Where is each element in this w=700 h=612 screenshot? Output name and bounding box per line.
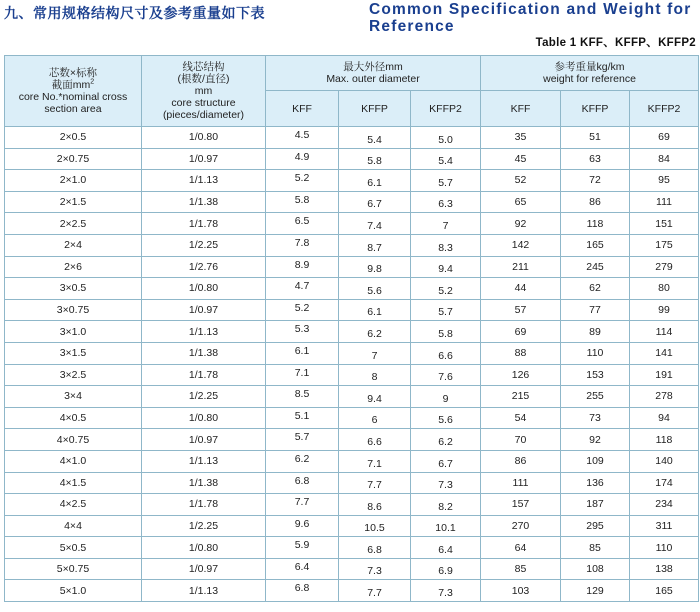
- weight-kffp2-cell: 94: [630, 407, 699, 429]
- weight-kff-cell: 215: [481, 386, 561, 408]
- diameter-kff-cell: 4.5: [266, 127, 339, 149]
- subheader-diameter-kffp2: KFFP2: [411, 91, 481, 127]
- subheader-diameter-kff: KFF: [266, 91, 339, 127]
- diameter-kffp2-cell: 6.9: [411, 558, 481, 580]
- weight-kffp2-cell: 279: [630, 256, 699, 278]
- diameter-kffp2-cell: 6.6: [411, 342, 481, 364]
- header-weight: [481, 56, 699, 91]
- header-structure-en: core structure: [171, 97, 236, 109]
- diameter-kff-cell: 7.7: [266, 494, 339, 516]
- structure-cell: 1/1.13: [142, 170, 266, 192]
- weight-kff-cell: 86: [481, 450, 561, 472]
- weight-kff-cell: 45: [481, 148, 561, 170]
- weight-kffp2-cell: 311: [630, 515, 699, 537]
- weight-kffp-cell: 62: [561, 278, 630, 300]
- diameter-kffp-cell: 5.6: [339, 278, 411, 300]
- diameter-kff-cell: 5.1: [266, 407, 339, 429]
- table-row: [5, 364, 699, 386]
- diameter-kffp2-cell: 5.7: [411, 170, 481, 192]
- core-cell: 4×1.0: [5, 450, 142, 472]
- diameter-kff-cell: 6.8: [266, 472, 339, 494]
- weight-kff-cell: 85: [481, 558, 561, 580]
- weight-kff-cell: 57: [481, 299, 561, 321]
- table-row: [5, 170, 699, 192]
- core-cell: 2×0.5: [5, 127, 142, 149]
- diameter-kff-cell: 5.9: [266, 537, 339, 559]
- diameter-kff-cell: 5.3: [266, 321, 339, 343]
- structure-cell: 1/1.78: [142, 213, 266, 235]
- core-cell: 2×4: [5, 234, 142, 256]
- header-core: [5, 56, 142, 127]
- header-weight-cn: 参考重量kg/km: [554, 61, 625, 73]
- header-structure-cn2: (根数/直径): [177, 73, 230, 85]
- diameter-kffp-cell: 9.4: [339, 386, 411, 408]
- weight-kffp2-cell: 278: [630, 386, 699, 408]
- structure-cell: 1/0.97: [142, 429, 266, 451]
- diameter-kffp-cell: 7.4: [339, 213, 411, 235]
- weight-kffp-cell: 165: [561, 234, 630, 256]
- weight-kffp-cell: 108: [561, 558, 630, 580]
- diameter-kff-cell: 6.5: [266, 213, 339, 235]
- table-row: [5, 558, 699, 580]
- header-diameter-en: Max. outer diameter: [326, 73, 420, 85]
- subheader-diameter-kffp: KFFP: [339, 91, 411, 127]
- diameter-kffp-cell: 6.6: [339, 429, 411, 451]
- table-row: [5, 537, 699, 559]
- diameter-kffp-cell: 5.4: [339, 127, 411, 149]
- table-row: [5, 299, 699, 321]
- table-row: [5, 148, 699, 170]
- diameter-kff-cell: 7.8: [266, 234, 339, 256]
- diameter-kffp-cell: 5.8: [339, 148, 411, 170]
- table-row: [5, 429, 699, 451]
- diameter-kffp2-cell: 7.3: [411, 472, 481, 494]
- weight-kffp-cell: 245: [561, 256, 630, 278]
- diameter-kff-cell: 7.1: [266, 364, 339, 386]
- core-cell: 3×4: [5, 386, 142, 408]
- structure-cell: 1/1.38: [142, 342, 266, 364]
- weight-kff-cell: 88: [481, 342, 561, 364]
- weight-kffp-cell: 89: [561, 321, 630, 343]
- weight-kff-cell: 44: [481, 278, 561, 300]
- table-row: [5, 127, 699, 149]
- diameter-kffp2-cell: 8.3: [411, 234, 481, 256]
- table-row: [5, 580, 699, 602]
- core-cell: 5×0.5: [5, 537, 142, 559]
- diameter-kff-cell: 6.1: [266, 342, 339, 364]
- diameter-kff-cell: 8.9: [266, 256, 339, 278]
- core-cell: 3×1.0: [5, 321, 142, 343]
- weight-kffp-cell: 73: [561, 407, 630, 429]
- structure-cell: 1/2.25: [142, 515, 266, 537]
- core-cell: 2×6: [5, 256, 142, 278]
- structure-cell: 1/0.97: [142, 148, 266, 170]
- header-structure-cn: 线芯结构: [182, 61, 225, 73]
- table-row: [5, 386, 699, 408]
- weight-kff-cell: 92: [481, 213, 561, 235]
- table-row: [5, 472, 699, 494]
- diameter-kffp2-cell: 5.2: [411, 278, 481, 300]
- weight-kffp2-cell: 110: [630, 537, 699, 559]
- table-row: [5, 278, 699, 300]
- diameter-kffp2-cell: 7.6: [411, 364, 481, 386]
- table-row: [5, 342, 699, 364]
- structure-cell: 1/0.80: [142, 407, 266, 429]
- page-heading-cn: 九、常用规格结构尺寸及参考重量如下表: [4, 6, 265, 22]
- diameter-kffp-cell: 6.2: [339, 321, 411, 343]
- diameter-kffp2-cell: 6.3: [411, 191, 481, 213]
- weight-kffp-cell: 118: [561, 213, 630, 235]
- header-diameter: [266, 56, 481, 91]
- weight-kffp-cell: 153: [561, 364, 630, 386]
- diameter-kffp2-cell: 5.6: [411, 407, 481, 429]
- weight-kffp2-cell: 191: [630, 364, 699, 386]
- weight-kffp-cell: 136: [561, 472, 630, 494]
- diameter-kff-cell: 6.8: [266, 580, 339, 602]
- header-structure-unit: mm: [194, 85, 213, 97]
- core-cell: 3×0.75: [5, 299, 142, 321]
- weight-kff-cell: 65: [481, 191, 561, 213]
- diameter-kffp-cell: 6.1: [339, 299, 411, 321]
- weight-kffp2-cell: 140: [630, 450, 699, 472]
- header-structure: [142, 56, 266, 127]
- subheader-weight-kffp: KFFP: [561, 91, 630, 127]
- diameter-kffp2-cell: 6.7: [411, 450, 481, 472]
- core-cell: 5×1.0: [5, 580, 142, 602]
- diameter-kff-cell: 4.9: [266, 148, 339, 170]
- weight-kffp-cell: 86: [561, 191, 630, 213]
- table-row: [5, 213, 699, 235]
- weight-kffp2-cell: 234: [630, 494, 699, 516]
- weight-kff-cell: 142: [481, 234, 561, 256]
- page-heading-en: Common Specification and Weight for Reference: [369, 1, 692, 35]
- structure-cell: 1/1.13: [142, 580, 266, 602]
- weight-kffp-cell: 63: [561, 148, 630, 170]
- structure-cell: 1/1.13: [142, 450, 266, 472]
- core-cell: 5×0.75: [5, 558, 142, 580]
- table-body: [5, 127, 699, 602]
- weight-kff-cell: 69: [481, 321, 561, 343]
- structure-cell: 1/1.38: [142, 472, 266, 494]
- diameter-kffp2-cell: 7.3: [411, 580, 481, 602]
- core-cell: 4×4: [5, 515, 142, 537]
- table-row: [5, 234, 699, 256]
- diameter-kffp-cell: 7: [339, 342, 411, 364]
- structure-cell: 1/2.25: [142, 234, 266, 256]
- diameter-kffp-cell: 8.6: [339, 494, 411, 516]
- structure-cell: 1/0.80: [142, 278, 266, 300]
- diameter-kffp2-cell: 5.0: [411, 127, 481, 149]
- weight-kffp2-cell: 138: [630, 558, 699, 580]
- weight-kffp-cell: 72: [561, 170, 630, 192]
- weight-kffp2-cell: 165: [630, 580, 699, 602]
- weight-kff-cell: 157: [481, 494, 561, 516]
- core-cell: 2×1.5: [5, 191, 142, 213]
- diameter-kffp-cell: 7.3: [339, 558, 411, 580]
- core-cell: 4×0.5: [5, 407, 142, 429]
- weight-kffp-cell: 295: [561, 515, 630, 537]
- header-structure-en2: (pieces/diameter): [162, 109, 245, 121]
- diameter-kffp2-cell: 5.4: [411, 148, 481, 170]
- diameter-kff-cell: 8.5: [266, 386, 339, 408]
- header-core-cn: 芯数×标称: [48, 67, 98, 79]
- structure-cell: 1/0.97: [142, 299, 266, 321]
- diameter-kffp2-cell: 5.8: [411, 321, 481, 343]
- diameter-kff-cell: 5.7: [266, 429, 339, 451]
- diameter-kffp-cell: 10.5: [339, 515, 411, 537]
- core-cell: 3×0.5: [5, 278, 142, 300]
- weight-kffp-cell: 92: [561, 429, 630, 451]
- weight-kffp2-cell: 141: [630, 342, 699, 364]
- table-row: [5, 256, 699, 278]
- structure-cell: 1/1.38: [142, 191, 266, 213]
- table-row: [5, 494, 699, 516]
- specification-table: [4, 55, 699, 602]
- core-cell: 4×2.5: [5, 494, 142, 516]
- header-core-cn2: 截面mm: [51, 79, 91, 91]
- table-row: [5, 450, 699, 472]
- weight-kff-cell: 64: [481, 537, 561, 559]
- core-cell: 3×1.5: [5, 342, 142, 364]
- diameter-kffp2-cell: 6.4: [411, 537, 481, 559]
- weight-kffp-cell: 187: [561, 494, 630, 516]
- structure-cell: 1/0.80: [142, 537, 266, 559]
- header-core-en: core No.*nominal cross section area: [18, 91, 128, 115]
- core-cell: 2×0.75: [5, 148, 142, 170]
- diameter-kffp-cell: 9.8: [339, 256, 411, 278]
- weight-kffp2-cell: 84: [630, 148, 699, 170]
- diameter-kff-cell: 5.8: [266, 191, 339, 213]
- diameter-kff-cell: 4.7: [266, 278, 339, 300]
- weight-kff-cell: 103: [481, 580, 561, 602]
- structure-cell: 1/0.80: [142, 127, 266, 149]
- weight-kffp-cell: 109: [561, 450, 630, 472]
- core-cell: 2×2.5: [5, 213, 142, 235]
- weight-kffp2-cell: 175: [630, 234, 699, 256]
- weight-kff-cell: 126: [481, 364, 561, 386]
- structure-cell: 1/1.78: [142, 494, 266, 516]
- weight-kffp-cell: 77: [561, 299, 630, 321]
- weight-kffp2-cell: 69: [630, 127, 699, 149]
- diameter-kffp-cell: 7.7: [339, 472, 411, 494]
- diameter-kffp-cell: 8: [339, 364, 411, 386]
- structure-cell: 1/2.25: [142, 386, 266, 408]
- diameter-kffp2-cell: 9.4: [411, 256, 481, 278]
- diameter-kff-cell: 6.4: [266, 558, 339, 580]
- weight-kffp-cell: 51: [561, 127, 630, 149]
- weight-kffp-cell: 85: [561, 537, 630, 559]
- diameter-kffp-cell: 6.8: [339, 537, 411, 559]
- weight-kff-cell: 54: [481, 407, 561, 429]
- diameter-kffp2-cell: 7: [411, 213, 481, 235]
- diameter-kff-cell: 6.2: [266, 450, 339, 472]
- core-cell: 4×1.5: [5, 472, 142, 494]
- diameter-kffp-cell: 8.7: [339, 234, 411, 256]
- diameter-kffp-cell: 6: [339, 407, 411, 429]
- weight-kff-cell: 111: [481, 472, 561, 494]
- diameter-kff-cell: 9.6: [266, 515, 339, 537]
- core-cell: 3×2.5: [5, 364, 142, 386]
- structure-cell: 1/0.97: [142, 558, 266, 580]
- weight-kff-cell: 270: [481, 515, 561, 537]
- weight-kffp-cell: 110: [561, 342, 630, 364]
- diameter-kffp-cell: 7.7: [339, 580, 411, 602]
- diameter-kffp2-cell: 6.2: [411, 429, 481, 451]
- weight-kffp2-cell: 80: [630, 278, 699, 300]
- weight-kff-cell: 52: [481, 170, 561, 192]
- diameter-kffp2-cell: 8.2: [411, 494, 481, 516]
- header-core-sup: 2: [90, 78, 95, 86]
- structure-cell: 1/1.78: [142, 364, 266, 386]
- structure-cell: 1/1.13: [142, 321, 266, 343]
- diameter-kffp-cell: 7.1: [339, 450, 411, 472]
- weight-kffp2-cell: 118: [630, 429, 699, 451]
- core-cell: 2×1.0: [5, 170, 142, 192]
- weight-kffp2-cell: 99: [630, 299, 699, 321]
- weight-kffp2-cell: 114: [630, 321, 699, 343]
- weight-kffp2-cell: 111: [630, 191, 699, 213]
- table-row: [5, 407, 699, 429]
- weight-kff-cell: 211: [481, 256, 561, 278]
- weight-kff-cell: 70: [481, 429, 561, 451]
- weight-kffp-cell: 255: [561, 386, 630, 408]
- diameter-kffp-cell: 6.1: [339, 170, 411, 192]
- diameter-kffp2-cell: 10.1: [411, 515, 481, 537]
- diameter-kffp2-cell: 9: [411, 386, 481, 408]
- diameter-kff-cell: 5.2: [266, 299, 339, 321]
- weight-kff-cell: 35: [481, 127, 561, 149]
- table-row: [5, 321, 699, 343]
- diameter-kffp-cell: 6.7: [339, 191, 411, 213]
- table-row: [5, 191, 699, 213]
- diameter-kffp2-cell: 5.7: [411, 299, 481, 321]
- table-row: [5, 515, 699, 537]
- subheader-weight-kffp2: KFFP2: [630, 91, 699, 127]
- subheader-weight-kff: KFF: [481, 91, 561, 127]
- weight-kffp2-cell: 151: [630, 213, 699, 235]
- diameter-kff-cell: 5.2: [266, 170, 339, 192]
- weight-kffp-cell: 129: [561, 580, 630, 602]
- weight-kffp2-cell: 174: [630, 472, 699, 494]
- core-cell: 4×0.75: [5, 429, 142, 451]
- table-caption: Table 1 KFF、KFFP、KFFP2: [535, 37, 696, 49]
- structure-cell: 1/2.76: [142, 256, 266, 278]
- header-diameter-cn: 最大外径mm: [343, 61, 403, 73]
- header-weight-en: weight for reference: [543, 73, 636, 85]
- weight-kffp2-cell: 95: [630, 170, 699, 192]
